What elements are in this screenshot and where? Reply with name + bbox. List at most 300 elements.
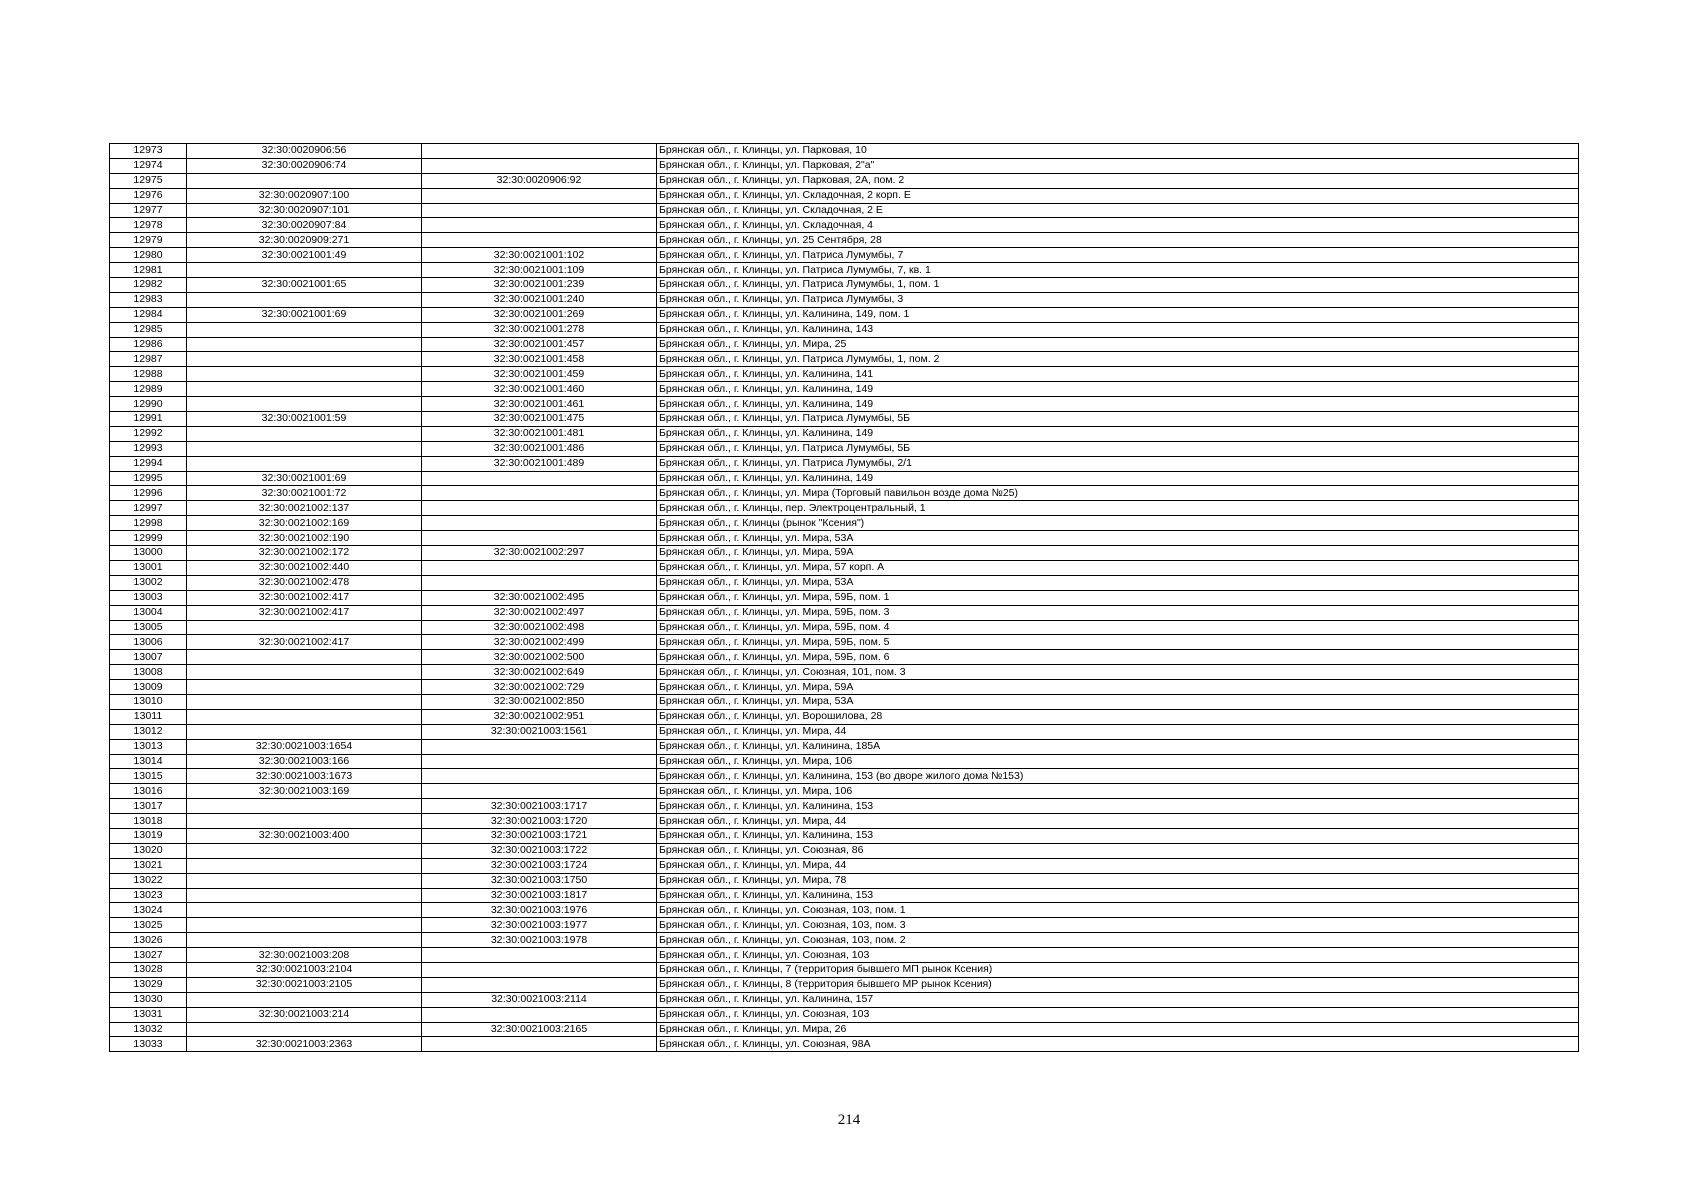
- address-cell: Брянская обл., г. Клинцы, ул. Мира, 44: [657, 858, 1579, 873]
- table-row: [110, 278, 1579, 293]
- cadastral-number-cell: 32:30:0021002:172: [187, 546, 422, 561]
- table-row: [110, 888, 1579, 903]
- related-cadastral-number-cell: [422, 233, 657, 248]
- cadastral-number-cell: [187, 173, 422, 188]
- table-row: [110, 546, 1579, 561]
- table-row: [110, 1022, 1579, 1037]
- row-number-cell: 13005: [110, 620, 187, 635]
- table-row: [110, 918, 1579, 933]
- table-row: [110, 218, 1579, 233]
- cadastral-number-cell: 32:30:0021002:417: [187, 590, 422, 605]
- related-cadastral-number-cell: [422, 575, 657, 590]
- address-cell: Брянская обл., г. Клинцы, ул. Союзная, 101, пом. 3: [657, 665, 1579, 680]
- related-cadastral-number-cell: 32:30:0021001:109: [422, 263, 657, 278]
- row-number-cell: 12987: [110, 352, 187, 367]
- address-cell: Брянская обл., г. Клинцы, ул. Мира, 53А: [657, 575, 1579, 590]
- related-cadastral-number-cell: [422, 486, 657, 501]
- cadastral-number-cell: 32:30:0021002:440: [187, 560, 422, 575]
- address-cell: Брянская обл., г. Клинцы, ул. Мира, 26: [657, 1022, 1579, 1037]
- table-row: [110, 248, 1579, 263]
- registry-table-body: [110, 144, 1579, 1052]
- address-cell: Брянская обл., г. Клинцы, ул. Мира, 59А: [657, 546, 1579, 561]
- cadastral-number-cell: [187, 1022, 422, 1037]
- row-number-cell: 12986: [110, 337, 187, 352]
- cadastral-number-cell: 32:30:0020906:74: [187, 158, 422, 173]
- row-number-cell: 13020: [110, 843, 187, 858]
- table-row: [110, 173, 1579, 188]
- row-number-cell: 13015: [110, 769, 187, 784]
- related-cadastral-number-cell: [422, 977, 657, 992]
- row-number-cell: 13017: [110, 799, 187, 814]
- related-cadastral-number-cell: [422, 560, 657, 575]
- address-cell: Брянская обл., г. Клинцы, ул. Мира, 53А: [657, 694, 1579, 709]
- row-number-cell: 13003: [110, 590, 187, 605]
- cadastral-number-cell: 32:30:0021002:169: [187, 516, 422, 531]
- address-cell: Брянская обл., г. Клинцы, ул. Патриса Лумумбы, 1, пом. 1: [657, 278, 1579, 293]
- related-cadastral-number-cell: 32:30:0021002:497: [422, 605, 657, 620]
- row-number-cell: 13032: [110, 1022, 187, 1037]
- row-number-cell: 13031: [110, 1007, 187, 1022]
- address-cell: Брянская обл., г. Клинцы, ул. Складочная, 2 Е: [657, 203, 1579, 218]
- cadastral-number-cell: [187, 694, 422, 709]
- related-cadastral-number-cell: 32:30:0021002:951: [422, 709, 657, 724]
- related-cadastral-number-cell: [422, 516, 657, 531]
- table-row: [110, 158, 1579, 173]
- cadastral-number-cell: 32:30:0021003:400: [187, 828, 422, 843]
- related-cadastral-number-cell: 32:30:0021001:240: [422, 292, 657, 307]
- table-row: [110, 1037, 1579, 1052]
- address-cell: Брянская обл., г. Клинцы, ул. Патриса Лумумбы, 1, пом. 2: [657, 352, 1579, 367]
- address-cell: Брянская обл., г. Клинцы, ул. Калинина, 157: [657, 992, 1579, 1007]
- related-cadastral-number-cell: 32:30:0021001:102: [422, 248, 657, 263]
- address-cell: Брянская обл., г. Клинцы, ул. Патриса Лумумбы, 2/1: [657, 456, 1579, 471]
- related-cadastral-number-cell: 32:30:0021003:1977: [422, 918, 657, 933]
- table-row: [110, 441, 1579, 456]
- address-cell: Брянская обл., г. Клинцы, ул. Калинина, 153 (во дворе жилого дома №153): [657, 769, 1579, 784]
- cadastral-number-cell: [187, 397, 422, 412]
- address-cell: Брянская обл., г. Клинцы, ул. 25 Сентября, 28: [657, 233, 1579, 248]
- table-row: [110, 650, 1579, 665]
- row-number-cell: 13008: [110, 665, 187, 680]
- address-cell: Брянская обл., г. Клинцы, ул. Патриса Лумумбы, 7: [657, 248, 1579, 263]
- table-row: [110, 709, 1579, 724]
- table-row: [110, 873, 1579, 888]
- row-number-cell: 13033: [110, 1037, 187, 1052]
- related-cadastral-number-cell: [422, 962, 657, 977]
- table-row: [110, 188, 1579, 203]
- address-cell: Брянская обл., г. Клинцы, ул. Калинина, 141: [657, 367, 1579, 382]
- address-cell: Брянская обл., г. Клинцы, ул. Калинина, 153: [657, 888, 1579, 903]
- row-number-cell: 13023: [110, 888, 187, 903]
- table-row: [110, 694, 1579, 709]
- row-number-cell: 12993: [110, 441, 187, 456]
- row-number-cell: 13002: [110, 575, 187, 590]
- address-cell: Брянская обл., г. Клинцы, ул. Мира (Торговый павильон возде дома №25): [657, 486, 1579, 501]
- row-number-cell: 12999: [110, 531, 187, 546]
- cadastral-number-cell: [187, 858, 422, 873]
- address-cell: Брянская обл., г. Клинцы, ул. Мира, 78: [657, 873, 1579, 888]
- row-number-cell: 12975: [110, 173, 187, 188]
- address-cell: Брянская обл., г. Клинцы, ул. Мира, 59Б, пом. 6: [657, 650, 1579, 665]
- cadastral-number-cell: 32:30:0020906:56: [187, 144, 422, 159]
- related-cadastral-number-cell: [422, 471, 657, 486]
- related-cadastral-number-cell: 32:30:0021002:498: [422, 620, 657, 635]
- row-number-cell: 12980: [110, 248, 187, 263]
- table-row: [110, 635, 1579, 650]
- row-number-cell: 13027: [110, 948, 187, 963]
- address-cell: Брянская обл., г. Клинцы, ул. Патриса Лумумбы, 5Б: [657, 441, 1579, 456]
- related-cadastral-number-cell: [422, 1037, 657, 1052]
- address-cell: Брянская обл., г. Клинцы, ул. Патриса Лумумбы, 7, кв. 1: [657, 263, 1579, 278]
- row-number-cell: 12984: [110, 307, 187, 322]
- table-row: [110, 531, 1579, 546]
- related-cadastral-number-cell: 32:30:0021002:850: [422, 694, 657, 709]
- row-number-cell: 12977: [110, 203, 187, 218]
- address-cell: Брянская обл., г. Клинцы, ул. Мира, 57 корп. А: [657, 560, 1579, 575]
- row-number-cell: 12983: [110, 292, 187, 307]
- row-number-cell: 12988: [110, 367, 187, 382]
- related-cadastral-number-cell: 32:30:0021003:1724: [422, 858, 657, 873]
- cadastral-number-cell: [187, 665, 422, 680]
- row-number-cell: 13001: [110, 560, 187, 575]
- cadastral-number-cell: [187, 680, 422, 695]
- cadastral-number-cell: [187, 337, 422, 352]
- row-number-cell: 13025: [110, 918, 187, 933]
- cadastral-number-cell: [187, 918, 422, 933]
- address-cell: Брянская обл., г. Клинцы, ул. Парковая, 10: [657, 144, 1579, 159]
- related-cadastral-number-cell: 32:30:0021001:475: [422, 412, 657, 427]
- address-cell: Брянская обл., г. Клинцы, ул. Мира, 106: [657, 754, 1579, 769]
- table-row: [110, 501, 1579, 516]
- table-row: [110, 203, 1579, 218]
- related-cadastral-number-cell: [422, 158, 657, 173]
- page-number: 214: [837, 1112, 861, 1128]
- cadastral-number-cell: 32:30:0020907:84: [187, 218, 422, 233]
- cadastral-number-cell: 32:30:0021002:478: [187, 575, 422, 590]
- cadastral-number-cell: 32:30:0021003:1673: [187, 769, 422, 784]
- row-number-cell: 13012: [110, 724, 187, 739]
- cadastral-number-cell: [187, 382, 422, 397]
- cadastral-number-cell: 32:30:0021003:2105: [187, 977, 422, 992]
- table-row: [110, 769, 1579, 784]
- cadastral-number-cell: [187, 814, 422, 829]
- cadastral-number-cell: 32:30:0021003:166: [187, 754, 422, 769]
- related-cadastral-number-cell: 32:30:0021003:1721: [422, 828, 657, 843]
- table-row: [110, 590, 1579, 605]
- related-cadastral-number-cell: 32:30:0021003:2165: [422, 1022, 657, 1037]
- address-cell: Брянская обл., г. Клинцы, ул. Калинина, 149: [657, 397, 1579, 412]
- cadastral-number-cell: 32:30:0021003:2104: [187, 962, 422, 977]
- row-number-cell: 13030: [110, 992, 187, 1007]
- row-number-cell: 13007: [110, 650, 187, 665]
- row-number-cell: 13024: [110, 903, 187, 918]
- row-number-cell: 12994: [110, 456, 187, 471]
- row-number-cell: 13006: [110, 635, 187, 650]
- related-cadastral-number-cell: [422, 769, 657, 784]
- address-cell: Брянская обл., г. Клинцы, ул. Мира, 59Б, пом. 1: [657, 590, 1579, 605]
- cadastral-number-cell: [187, 992, 422, 1007]
- table-row: [110, 471, 1579, 486]
- related-cadastral-number-cell: 32:30:0020906:92: [422, 173, 657, 188]
- related-cadastral-number-cell: 32:30:0021002:500: [422, 650, 657, 665]
- address-cell: Брянская обл., г. Клинцы, ул. Калинина, 143: [657, 322, 1579, 337]
- cadastral-number-cell: [187, 456, 422, 471]
- cadastral-number-cell: 32:30:0021003:2363: [187, 1037, 422, 1052]
- address-cell: Брянская обл., г. Клинцы, ул. Мира, 59А: [657, 680, 1579, 695]
- table-row: [110, 337, 1579, 352]
- related-cadastral-number-cell: [422, 218, 657, 233]
- address-cell: Брянская обл., г. Клинцы, пер. Электроцентральный, 1: [657, 501, 1579, 516]
- registry-table: [109, 143, 1579, 1052]
- related-cadastral-number-cell: 32:30:0021003:1720: [422, 814, 657, 829]
- table-row: [110, 292, 1579, 307]
- table-row: [110, 233, 1579, 248]
- cadastral-number-cell: [187, 933, 422, 948]
- row-number-cell: 12998: [110, 516, 187, 531]
- cadastral-number-cell: 32:30:0021003:208: [187, 948, 422, 963]
- address-cell: Брянская обл., г. Клинцы, ул. Складочная, 2 корп. Е: [657, 188, 1579, 203]
- cadastral-number-cell: [187, 263, 422, 278]
- cadastral-number-cell: 32:30:0021001:72: [187, 486, 422, 501]
- row-number-cell: 13000: [110, 546, 187, 561]
- related-cadastral-number-cell: [422, 531, 657, 546]
- related-cadastral-number-cell: 32:30:0021002:297: [422, 546, 657, 561]
- table-row: [110, 516, 1579, 531]
- cadastral-number-cell: [187, 322, 422, 337]
- table-row: [110, 858, 1579, 873]
- related-cadastral-number-cell: [422, 203, 657, 218]
- row-number-cell: 12979: [110, 233, 187, 248]
- address-cell: Брянская обл., г. Клинцы, ул. Парковая, 2А, пом. 2: [657, 173, 1579, 188]
- cadastral-number-cell: 32:30:0020907:100: [187, 188, 422, 203]
- row-number-cell: 13004: [110, 605, 187, 620]
- table-row: [110, 828, 1579, 843]
- related-cadastral-number-cell: 32:30:0021001:269: [422, 307, 657, 322]
- table-row: [110, 814, 1579, 829]
- table-row: [110, 784, 1579, 799]
- cadastral-number-cell: [187, 843, 422, 858]
- table-row: [110, 382, 1579, 397]
- table-row: [110, 665, 1579, 680]
- related-cadastral-number-cell: 32:30:0021001:278: [422, 322, 657, 337]
- address-cell: Брянская обл., г. Клинцы, ул. Мира, 53А: [657, 531, 1579, 546]
- related-cadastral-number-cell: [422, 501, 657, 516]
- table-row: [110, 307, 1579, 322]
- address-cell: Брянская обл., г. Клинцы, ул. Союзная, 103: [657, 1007, 1579, 1022]
- address-cell: Брянская обл., г. Клинцы, ул. Союзная, 86: [657, 843, 1579, 858]
- related-cadastral-number-cell: [422, 188, 657, 203]
- table-row: [110, 575, 1579, 590]
- address-cell: Брянская обл., г. Клинцы, ул. Калинина, 153: [657, 828, 1579, 843]
- cadastral-number-cell: 32:30:0020909:271: [187, 233, 422, 248]
- address-cell: Брянская обл., г. Клинцы, ул. Мира, 59Б, пом. 5: [657, 635, 1579, 650]
- table-row: [110, 933, 1579, 948]
- row-number-cell: 12991: [110, 412, 187, 427]
- cadastral-number-cell: 32:30:0021003:214: [187, 1007, 422, 1022]
- related-cadastral-number-cell: 32:30:0021001:489: [422, 456, 657, 471]
- row-number-cell: 13011: [110, 709, 187, 724]
- cadastral-number-cell: 32:30:0021001:69: [187, 307, 422, 322]
- address-cell: Брянская обл., г. Клинцы, ул. Калинина, 185А: [657, 739, 1579, 754]
- table-row: [110, 724, 1579, 739]
- row-number-cell: 13028: [110, 962, 187, 977]
- related-cadastral-number-cell: [422, 1007, 657, 1022]
- address-cell: Брянская обл., г. Клинцы, ул. Мира, 59Б, пом. 4: [657, 620, 1579, 635]
- cadastral-number-cell: [187, 620, 422, 635]
- address-cell: Брянская обл., г. Клинцы, ул. Мира, 106: [657, 784, 1579, 799]
- cadastral-number-cell: [187, 367, 422, 382]
- address-cell: Брянская обл., г. Клинцы, 7 (территория бывшего МП рынок Ксения): [657, 962, 1579, 977]
- cadastral-number-cell: [187, 650, 422, 665]
- address-cell: Брянская обл., г. Клинцы, ул. Калинина, 149: [657, 426, 1579, 441]
- row-number-cell: 13021: [110, 858, 187, 873]
- row-number-cell: 12989: [110, 382, 187, 397]
- table-row: [110, 754, 1579, 769]
- related-cadastral-number-cell: 32:30:0021001:486: [422, 441, 657, 456]
- cadastral-number-cell: 32:30:0021003:169: [187, 784, 422, 799]
- cadastral-number-cell: [187, 888, 422, 903]
- address-cell: Брянская обл., г. Клинцы, ул. Мира, 44: [657, 724, 1579, 739]
- related-cadastral-number-cell: [422, 739, 657, 754]
- cadastral-number-cell: [187, 724, 422, 739]
- address-cell: Брянская обл., г. Клинцы, ул. Союзная, 103: [657, 948, 1579, 963]
- table-row: [110, 322, 1579, 337]
- related-cadastral-number-cell: 32:30:0021002:649: [422, 665, 657, 680]
- cadastral-number-cell: [187, 292, 422, 307]
- address-cell: Брянская обл., г. Клинцы, ул. Мира, 25: [657, 337, 1579, 352]
- row-number-cell: 12974: [110, 158, 187, 173]
- related-cadastral-number-cell: [422, 784, 657, 799]
- cadastral-number-cell: 32:30:0021002:417: [187, 605, 422, 620]
- address-cell: Брянская обл., г. Клинцы, ул. Союзная, 98А: [657, 1037, 1579, 1052]
- address-cell: Брянская обл., г. Клинцы, ул. Союзная, 103, пом. 1: [657, 903, 1579, 918]
- related-cadastral-number-cell: 32:30:0021003:1561: [422, 724, 657, 739]
- row-number-cell: 12995: [110, 471, 187, 486]
- table-row: [110, 412, 1579, 427]
- related-cadastral-number-cell: 32:30:0021001:459: [422, 367, 657, 382]
- table-row: [110, 397, 1579, 412]
- row-number-cell: 12981: [110, 263, 187, 278]
- address-cell: Брянская обл., г. Клинцы (рынок "Ксения"): [657, 516, 1579, 531]
- related-cadastral-number-cell: 32:30:0021003:1978: [422, 933, 657, 948]
- address-cell: Брянская обл., г. Клинцы, ул. Калинина, 149: [657, 382, 1579, 397]
- row-number-cell: 13018: [110, 814, 187, 829]
- related-cadastral-number-cell: 32:30:0021001:481: [422, 426, 657, 441]
- cadastral-number-cell: [187, 709, 422, 724]
- row-number-cell: 13009: [110, 680, 187, 695]
- table-row: [110, 903, 1579, 918]
- row-number-cell: 13026: [110, 933, 187, 948]
- address-cell: Брянская обл., г. Клинцы, ул. Складочная, 4: [657, 218, 1579, 233]
- cadastral-number-cell: 32:30:0021002:417: [187, 635, 422, 650]
- table-row: [110, 560, 1579, 575]
- related-cadastral-number-cell: 32:30:0021001:239: [422, 278, 657, 293]
- table-row: [110, 962, 1579, 977]
- address-cell: Брянская обл., г. Клинцы, ул. Патриса Лумумбы, 5Б: [657, 412, 1579, 427]
- related-cadastral-number-cell: 32:30:0021003:1722: [422, 843, 657, 858]
- address-cell: Брянская обл., г. Клинцы, ул. Калинина, 149: [657, 471, 1579, 486]
- table-row: [110, 799, 1579, 814]
- related-cadastral-number-cell: 32:30:0021001:458: [422, 352, 657, 367]
- address-cell: Брянская обл., г. Клинцы, 8 (территория бывшего МР рынок Ксения): [657, 977, 1579, 992]
- row-number-cell: 13013: [110, 739, 187, 754]
- row-number-cell: 12973: [110, 144, 187, 159]
- related-cadastral-number-cell: 32:30:0021003:1717: [422, 799, 657, 814]
- row-number-cell: 12982: [110, 278, 187, 293]
- related-cadastral-number-cell: 32:30:0021003:1976: [422, 903, 657, 918]
- cadastral-number-cell: 32:30:0021002:190: [187, 531, 422, 546]
- related-cadastral-number-cell: 32:30:0021003:1817: [422, 888, 657, 903]
- cadastral-number-cell: [187, 352, 422, 367]
- related-cadastral-number-cell: 32:30:0021003:1750: [422, 873, 657, 888]
- cadastral-number-cell: 32:30:0020907:101: [187, 203, 422, 218]
- row-number-cell: 13010: [110, 694, 187, 709]
- related-cadastral-number-cell: [422, 948, 657, 963]
- cadastral-number-cell: 32:30:0021001:69: [187, 471, 422, 486]
- cadastral-number-cell: [187, 799, 422, 814]
- row-number-cell: 13022: [110, 873, 187, 888]
- related-cadastral-number-cell: 32:30:0021002:729: [422, 680, 657, 695]
- table-row: [110, 605, 1579, 620]
- row-number-cell: 12992: [110, 426, 187, 441]
- address-cell: Брянская обл., г. Клинцы, ул. Мира, 44: [657, 814, 1579, 829]
- related-cadastral-number-cell: 32:30:0021003:2114: [422, 992, 657, 1007]
- row-number-cell: 12996: [110, 486, 187, 501]
- row-number-cell: 13019: [110, 828, 187, 843]
- cadastral-number-cell: 32:30:0021001:65: [187, 278, 422, 293]
- cadastral-number-cell: 32:30:0021001:59: [187, 412, 422, 427]
- row-number-cell: 12978: [110, 218, 187, 233]
- row-number-cell: 12976: [110, 188, 187, 203]
- cadastral-number-cell: 32:30:0021002:137: [187, 501, 422, 516]
- address-cell: Брянская обл., г. Клинцы, ул. Патриса Лумумбы, 3: [657, 292, 1579, 307]
- cadastral-number-cell: [187, 426, 422, 441]
- table-row: [110, 992, 1579, 1007]
- row-number-cell: 12985: [110, 322, 187, 337]
- related-cadastral-number-cell: [422, 754, 657, 769]
- table-row: [110, 367, 1579, 382]
- cadastral-number-cell: [187, 873, 422, 888]
- cadastral-number-cell: [187, 903, 422, 918]
- address-cell: Брянская обл., г. Клинцы, ул. Калинина, 153: [657, 799, 1579, 814]
- cadastral-number-cell: 32:30:0021003:1654: [187, 739, 422, 754]
- table-row: [110, 1007, 1579, 1022]
- related-cadastral-number-cell: 32:30:0021001:461: [422, 397, 657, 412]
- table-row: [110, 739, 1579, 754]
- row-number-cell: 13014: [110, 754, 187, 769]
- row-number-cell: 12990: [110, 397, 187, 412]
- address-cell: Брянская обл., г. Клинцы, ул. Ворошилова, 28: [657, 709, 1579, 724]
- related-cadastral-number-cell: 32:30:0021002:495: [422, 590, 657, 605]
- row-number-cell: 13029: [110, 977, 187, 992]
- table-row: [110, 486, 1579, 501]
- table-row: [110, 680, 1579, 695]
- table-row: [110, 263, 1579, 278]
- table-row: [110, 948, 1579, 963]
- address-cell: Брянская обл., г. Клинцы, ул. Союзная, 103, пом. 3: [657, 918, 1579, 933]
- related-cadastral-number-cell: 32:30:0021001:457: [422, 337, 657, 352]
- table-row: [110, 144, 1579, 159]
- cadastral-number-cell: [187, 441, 422, 456]
- cadastral-number-cell: 32:30:0021001:49: [187, 248, 422, 263]
- address-cell: Брянская обл., г. Клинцы, ул. Союзная, 103, пом. 2: [657, 933, 1579, 948]
- address-cell: Брянская обл., г. Клинцы, ул. Калинина, 149, пом. 1: [657, 307, 1579, 322]
- table-row: [110, 977, 1579, 992]
- related-cadastral-number-cell: 32:30:0021002:499: [422, 635, 657, 650]
- table-row: [110, 352, 1579, 367]
- table-row: [110, 426, 1579, 441]
- address-cell: Брянская обл., г. Клинцы, ул. Парковая, 2"а": [657, 158, 1579, 173]
